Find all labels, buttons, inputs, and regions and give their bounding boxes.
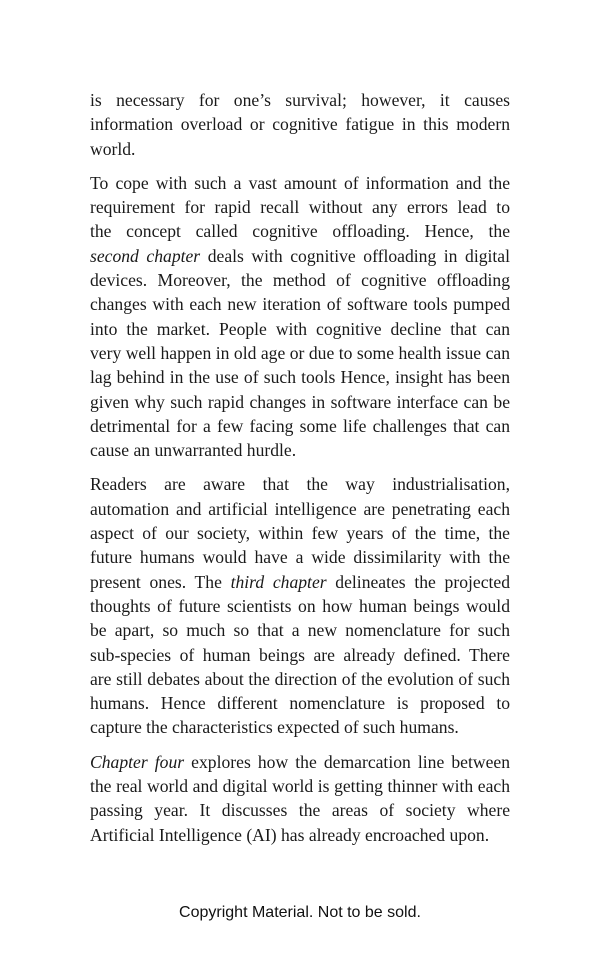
text-line (90, 390, 510, 414)
text-line (90, 341, 510, 365)
text-line (90, 823, 510, 847)
text-line (90, 545, 510, 569)
text-segment: passing year. It discusses the areas of society where (90, 800, 510, 821)
text-segment: be apart, so much so that a new nomenclature for such (90, 620, 510, 641)
text-line (90, 195, 510, 219)
text-line (90, 438, 510, 462)
text-segment: aspect of our society, within few years of the time, the (90, 523, 510, 544)
paragraph (90, 750, 510, 847)
text-segment: the real world and digital world is getting thinner with each (90, 776, 510, 797)
text-line (90, 244, 510, 268)
text-segment: automation and artificial intelligence are penetrating each (90, 498, 510, 519)
text-line (90, 472, 510, 496)
text-segment: is necessary for one’s survival; however, it causes (90, 90, 510, 110)
text-line (90, 570, 510, 594)
text-segment: requirement for rapid recall without any errors lead to (90, 197, 510, 218)
text-segment: very well happen in old age or due to some health issue can (90, 342, 510, 363)
text-line (90, 112, 510, 136)
emphasized-text: Chapter four (90, 751, 185, 772)
text-segment: changes with each new iteration of software tools pumped (90, 294, 510, 315)
text-line (90, 137, 510, 161)
text-line (90, 497, 510, 521)
text-segment: cause an unwarranted hurdle. (90, 440, 297, 461)
text-line (90, 414, 510, 438)
text-line (90, 219, 510, 243)
text-segment: To cope with such a vast amount of information and the (90, 172, 510, 193)
paragraph (90, 171, 510, 463)
text-segment: Artificial Intelligence (AI) has already encroached upon. (90, 824, 490, 845)
text-segment: future humans would have a wide dissimilarity with the (90, 547, 510, 568)
text-segment: Readers are aware that the way industrialisation, (90, 474, 510, 495)
text-segment: are still debates about the direction of the evolution of such (90, 668, 510, 689)
text-line (90, 715, 510, 739)
text-segment: lag behind in the use of such tools Hence, insight has been (90, 367, 510, 388)
text-line (90, 521, 510, 545)
text-segment: deals with cognitive offloading in digital (200, 245, 510, 266)
text-segment: world. (90, 138, 136, 159)
emphasized-text: second chapter (90, 245, 201, 266)
text-segment: detrimental for a few facing some life challenges that can (90, 415, 510, 436)
text-line (90, 750, 510, 774)
text-segment: humans. Hence different nomenclature is proposed to (90, 693, 510, 714)
text-line (90, 365, 510, 389)
text-segment: given why such rapid changes in software interface can be (90, 391, 510, 412)
text-segment: thoughts of future scientists on how human beings would (90, 595, 510, 616)
text-segment: devices. Moreover, the method of cognitive offloading (90, 270, 510, 291)
text-line (90, 774, 510, 798)
text-line (90, 171, 510, 195)
text-segment: delineates the projected (326, 571, 510, 592)
text-line (90, 798, 510, 822)
copyright-notice: Copyright Material. Not to be sold. (179, 904, 421, 921)
text-line (90, 317, 510, 341)
body-text (90, 88, 510, 857)
text-segment: into the market. People with cognitive decline that can (90, 318, 510, 339)
text-segment: capture the characteristics expected of such humans. (90, 717, 459, 738)
text-segment: information overload or cognitive fatigue in this modern (90, 114, 510, 135)
text-segment: explores how the demarcation line between (184, 751, 510, 772)
paragraph (90, 88, 510, 161)
paragraph (90, 472, 510, 739)
emphasized-text: third chapter (230, 571, 327, 592)
text-segment: the concept called cognitive offloading. Hence, the (90, 221, 510, 242)
text-line (90, 268, 510, 292)
text-line (90, 691, 510, 715)
text-line (90, 594, 510, 618)
text-line (90, 643, 510, 667)
text-line (90, 292, 510, 316)
text-line (90, 667, 510, 691)
text-line (90, 88, 510, 112)
text-segment: present ones. The (90, 571, 231, 592)
text-segment: sub-species of human beings are already defined. There (90, 644, 510, 665)
text-line (90, 618, 510, 642)
